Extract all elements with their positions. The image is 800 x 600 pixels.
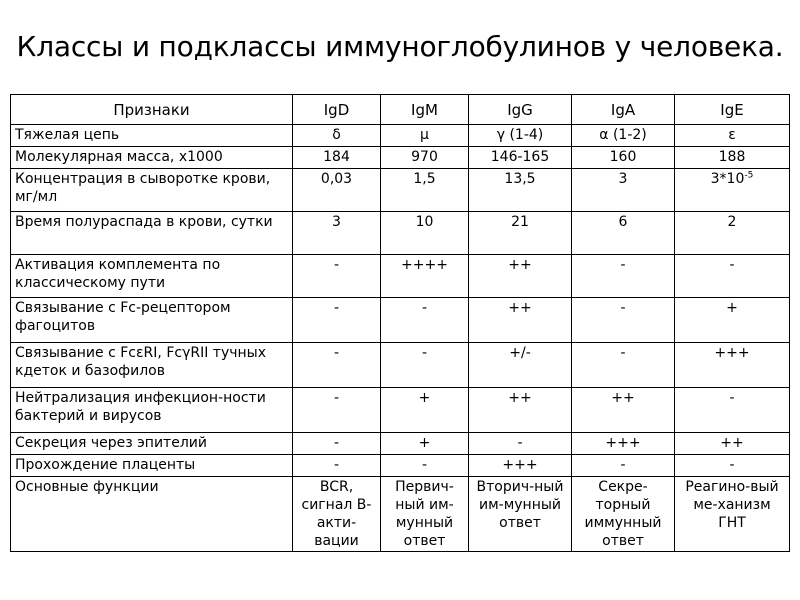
cell-value: Секре-торный иммунный ответ bbox=[572, 477, 675, 552]
immunoglobulin-table bbox=[10, 94, 790, 552]
table-row bbox=[11, 147, 790, 169]
row-label: Молекулярная масса, x1000 bbox=[11, 147, 293, 169]
cell-value: - bbox=[572, 455, 675, 477]
table-row bbox=[11, 455, 790, 477]
table-row bbox=[11, 255, 790, 298]
cell-value: ++ bbox=[675, 433, 790, 455]
cell-value: - bbox=[293, 455, 381, 477]
cell-value: + bbox=[381, 388, 469, 433]
row-label: Связывание с FcεRI, FcγRII тучных кдеток и базофилов bbox=[11, 343, 293, 388]
cell-value: - bbox=[572, 343, 675, 388]
cell-value: + bbox=[381, 433, 469, 455]
cell-value: - bbox=[381, 343, 469, 388]
table-row bbox=[11, 125, 790, 147]
row-label: Секреция через эпителий bbox=[11, 433, 293, 455]
header-cell-ige: IgE bbox=[675, 95, 790, 125]
cell-value: ++ bbox=[469, 388, 572, 433]
table-row bbox=[11, 298, 790, 343]
cell-value: +/- bbox=[469, 343, 572, 388]
cell-value: ++ bbox=[572, 388, 675, 433]
row-label: Концентрация в сыворотке крови, мг/мл bbox=[11, 169, 293, 212]
cell-value: Вторич-ный им-мунный ответ bbox=[469, 477, 572, 552]
cell-value: - bbox=[675, 455, 790, 477]
cell-value: 10 bbox=[381, 212, 469, 255]
ige-concentration-base: 3*10 bbox=[710, 171, 745, 187]
header-cell-feature: Признаки bbox=[11, 95, 293, 125]
cell-value: +++ bbox=[572, 433, 675, 455]
row-label: Активация комплемента по классическому пути bbox=[11, 255, 293, 298]
page-title: Классы и подклассы иммуноглобулинов у человека. bbox=[16, 30, 784, 63]
cell-value: - bbox=[381, 455, 469, 477]
cell-value: 3 bbox=[293, 212, 381, 255]
table-row bbox=[11, 433, 790, 455]
cell-value: - bbox=[572, 255, 675, 298]
cell-value: - bbox=[293, 298, 381, 343]
cell-value: 1,5 bbox=[381, 169, 469, 212]
row-label: Нейтрализация инфекцион-ности бактерий и вирусов bbox=[11, 388, 293, 433]
cell-value: α (1-2) bbox=[572, 125, 675, 147]
cell-value: - bbox=[675, 388, 790, 433]
cell-value: Первич-ный им-мунный ответ bbox=[381, 477, 469, 552]
cell-value: 2 bbox=[675, 212, 790, 255]
cell-value: +++ bbox=[675, 343, 790, 388]
cell-value: δ bbox=[293, 125, 381, 147]
table-row bbox=[11, 212, 790, 255]
header-cell-igd: IgD bbox=[293, 95, 381, 125]
cell-value: ++ bbox=[469, 255, 572, 298]
cell-value: - bbox=[293, 433, 381, 455]
cell-value: - bbox=[293, 255, 381, 298]
row-label: Тяжелая цепь bbox=[11, 125, 293, 147]
cell-value: 970 bbox=[381, 147, 469, 169]
cell-value: 160 bbox=[572, 147, 675, 169]
table-header-row bbox=[11, 95, 790, 125]
cell-value: - bbox=[572, 298, 675, 343]
cell-value: ++++ bbox=[381, 255, 469, 298]
cell-value: - bbox=[381, 298, 469, 343]
table-row bbox=[11, 343, 790, 388]
cell-value: 188 bbox=[675, 147, 790, 169]
cell-value: 3 bbox=[572, 169, 675, 212]
cell-value: 0,03 bbox=[293, 169, 381, 212]
cell-value: ε bbox=[675, 125, 790, 147]
cell-value bbox=[675, 169, 790, 212]
cell-value: μ bbox=[381, 125, 469, 147]
cell-value: BCR, сигнал B-акти-вации bbox=[293, 477, 381, 552]
row-label: Связывание с Fc-рецептором фагоцитов bbox=[11, 298, 293, 343]
cell-value: +++ bbox=[469, 455, 572, 477]
row-label: Основные функции bbox=[11, 477, 293, 552]
cell-value: - bbox=[675, 255, 790, 298]
cell-value: - bbox=[469, 433, 572, 455]
cell-value: 146-165 bbox=[469, 147, 572, 169]
row-label: Прохождение плаценты bbox=[11, 455, 293, 477]
table-row bbox=[11, 169, 790, 212]
table-row bbox=[11, 477, 790, 552]
row-label: Время полураспада в крови, сутки bbox=[11, 212, 293, 255]
cell-value: ++ bbox=[469, 298, 572, 343]
ige-concentration-exponent: -5 bbox=[744, 170, 754, 181]
cell-value: 21 bbox=[469, 212, 572, 255]
cell-value: γ (1-4) bbox=[469, 125, 572, 147]
table-row bbox=[11, 388, 790, 433]
header-cell-iga: IgA bbox=[572, 95, 675, 125]
cell-value: + bbox=[675, 298, 790, 343]
cell-value: 13,5 bbox=[469, 169, 572, 212]
header-cell-igg: IgG bbox=[469, 95, 572, 125]
header-cell-igm: IgM bbox=[381, 95, 469, 125]
cell-value: 184 bbox=[293, 147, 381, 169]
cell-value: - bbox=[293, 388, 381, 433]
cell-value: - bbox=[293, 343, 381, 388]
cell-value: Реагино-вый ме-ханизм ГНТ bbox=[675, 477, 790, 552]
cell-value: 6 bbox=[572, 212, 675, 255]
